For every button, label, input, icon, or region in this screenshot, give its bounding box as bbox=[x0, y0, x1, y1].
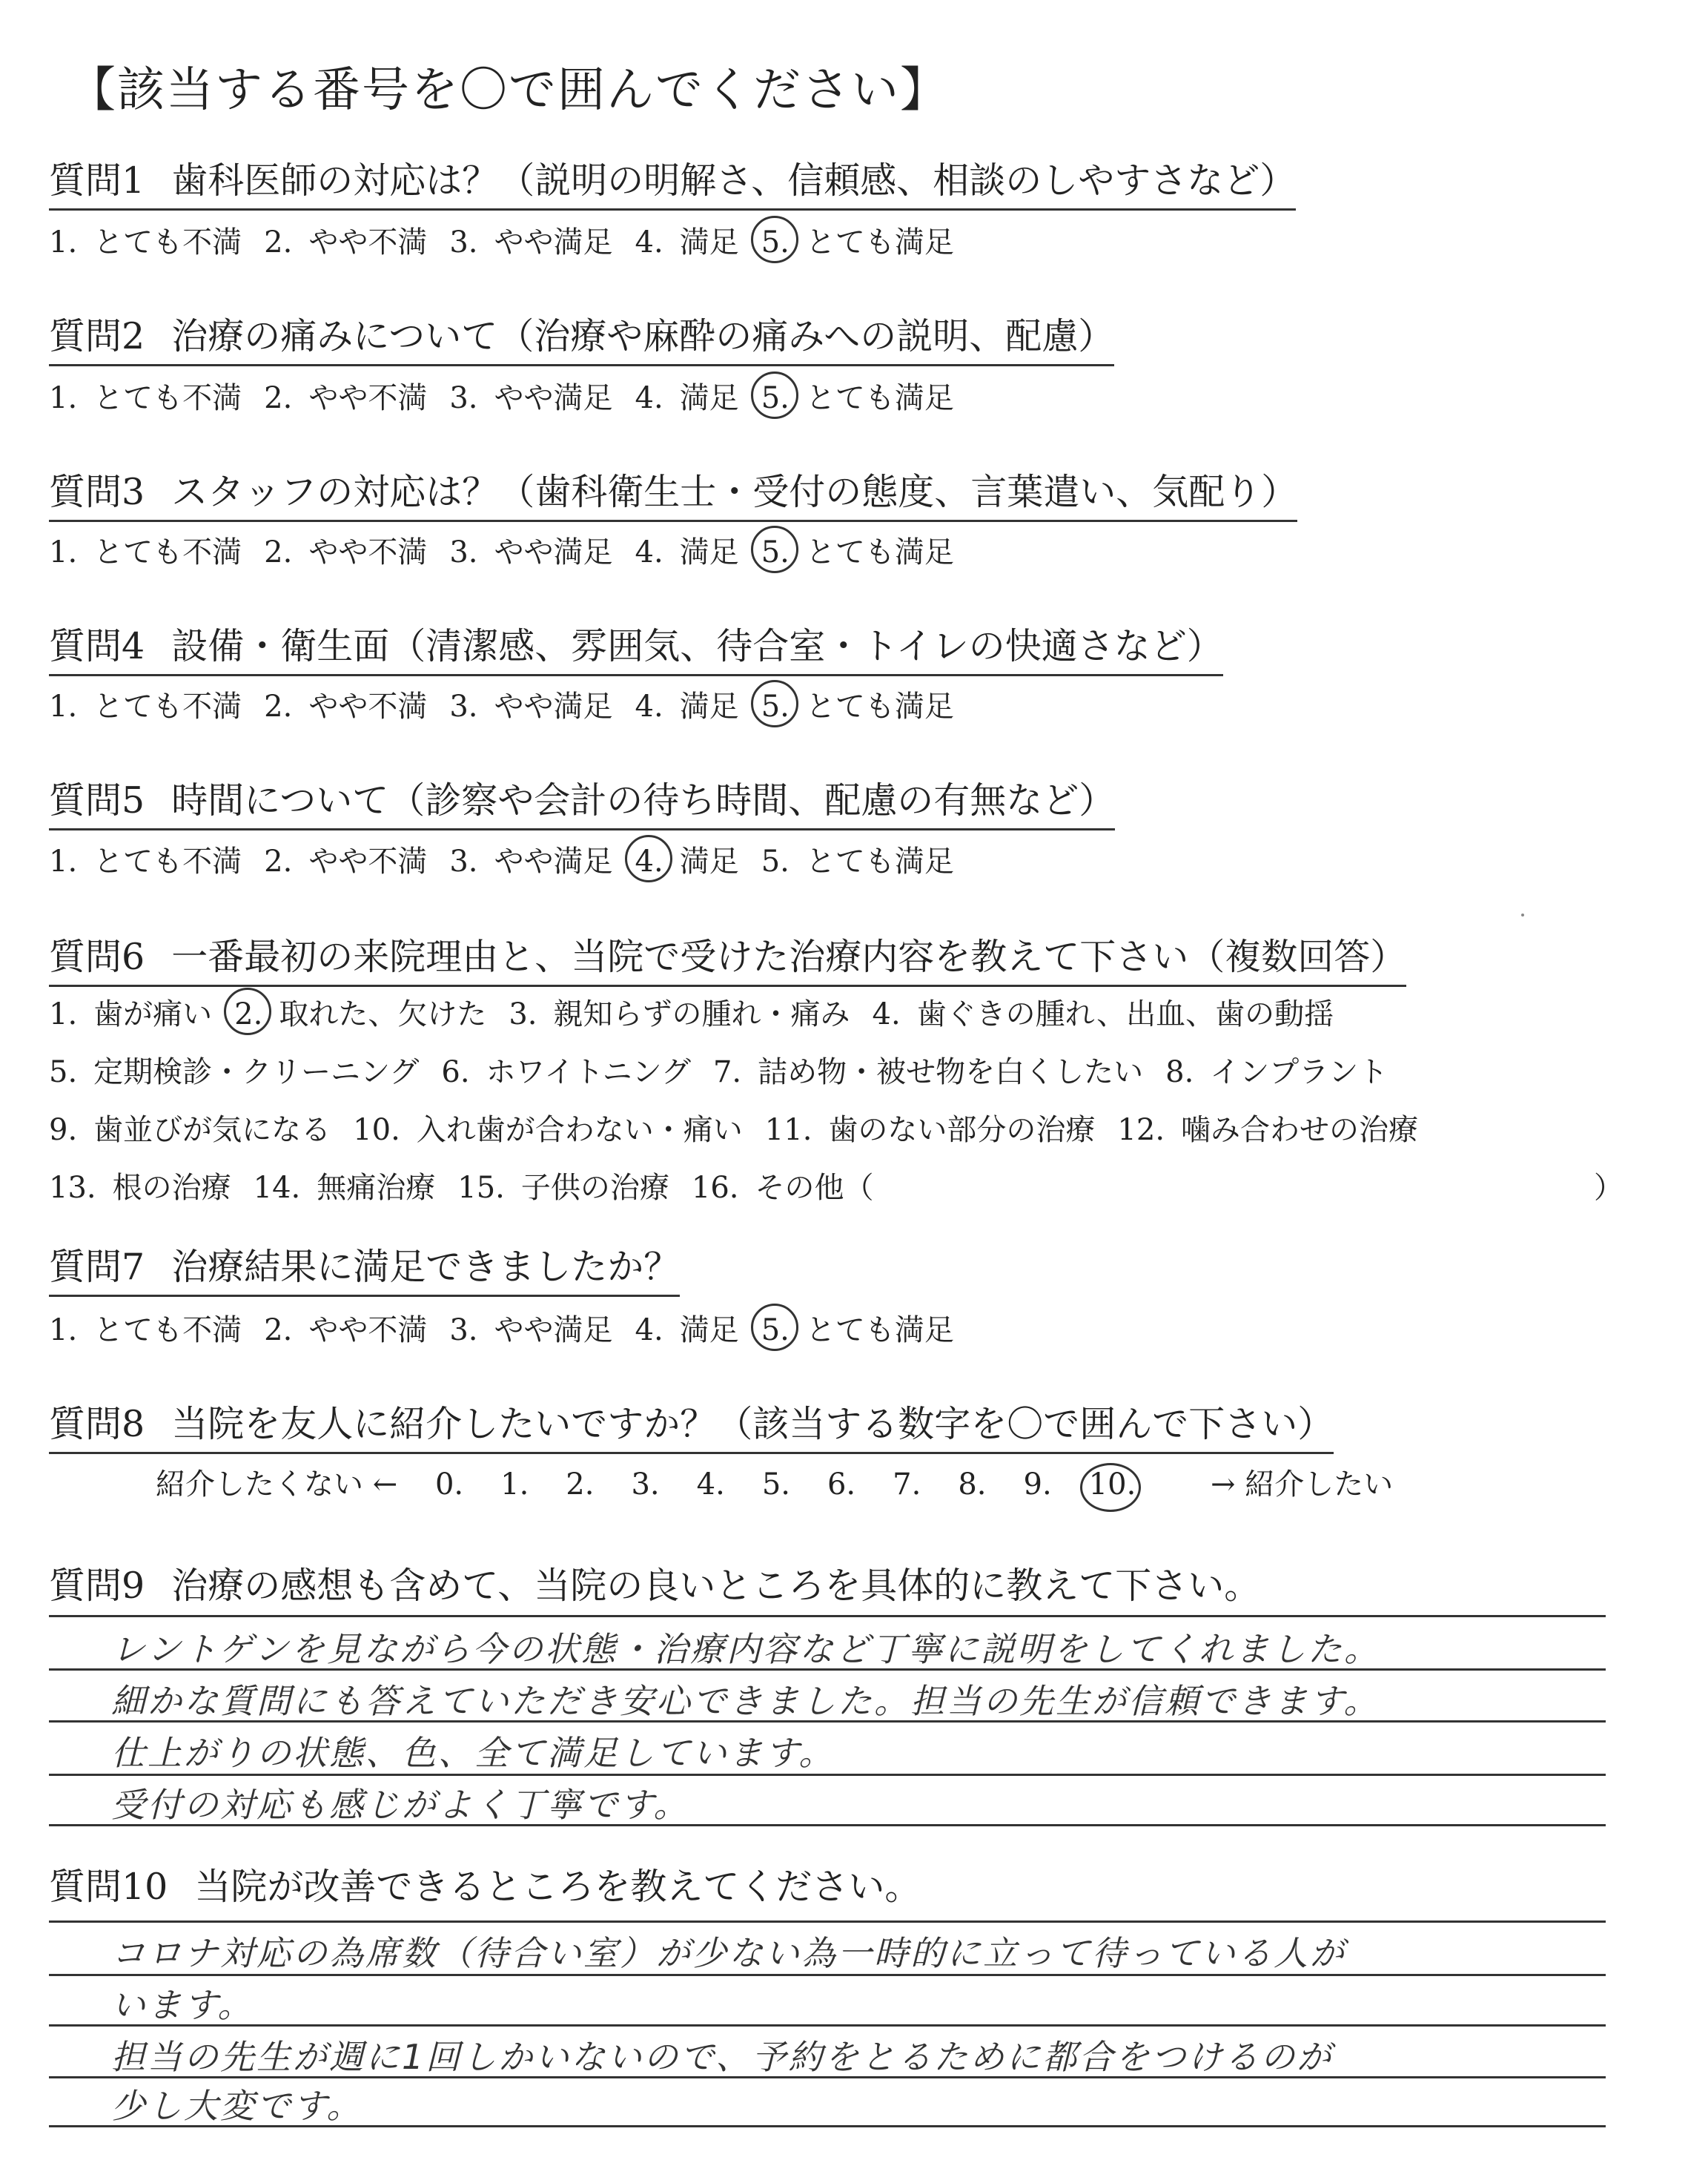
option-label: 満足 bbox=[679, 845, 739, 879]
option-label: やや満足 bbox=[494, 1313, 613, 1347]
option-label: とても満足 bbox=[805, 690, 954, 724]
option-label: インプラント bbox=[1210, 1055, 1388, 1089]
option-label: とても不満 bbox=[93, 535, 242, 569]
option-choice[interactable] bbox=[635, 683, 739, 725]
question-8-heading bbox=[49, 1396, 1334, 1454]
option-label: 満足 bbox=[679, 381, 739, 415]
option-number: 1. bbox=[49, 997, 78, 1031]
option-label: とても不満 bbox=[93, 690, 242, 724]
scale-option[interactable]: 5. bbox=[761, 1467, 790, 1502]
answer-rule bbox=[49, 1615, 1606, 1617]
option-label: ホワイトニング bbox=[486, 1055, 691, 1089]
answer-line: 担当の先生が週に1回しかいないので、予約をとるために都合をつけるのが bbox=[111, 2037, 1334, 2077]
option-label: やや不満 bbox=[308, 845, 428, 879]
option-choice[interactable] bbox=[49, 1164, 231, 1206]
question-2-options bbox=[49, 374, 976, 417]
options-line-1 bbox=[49, 991, 1440, 1048]
question-number: 質問8 bbox=[49, 1403, 145, 1445]
recommend-scale bbox=[156, 1461, 1421, 1503]
option-label: とても不満 bbox=[93, 1313, 242, 1347]
question-7-options bbox=[49, 1307, 976, 1349]
option-choice[interactable] bbox=[49, 683, 242, 725]
option-label: 歯のない部分の治療 bbox=[828, 1113, 1096, 1147]
option-number: 2. bbox=[264, 225, 293, 260]
option-number: 3. bbox=[449, 690, 478, 724]
question-5-heading bbox=[49, 772, 1115, 830]
option-number: 1. bbox=[49, 225, 78, 260]
option-number: 8. bbox=[1165, 1055, 1194, 1089]
question-text: 時間について（診察や会計の待ち時間、配慮の有無など） bbox=[171, 779, 1116, 822]
scale-option[interactable]: 1. bbox=[500, 1467, 529, 1502]
option-choice[interactable] bbox=[441, 1048, 691, 1091]
option-label: やや満足 bbox=[494, 535, 613, 569]
option-choice[interactable] bbox=[1117, 1106, 1418, 1149]
option-number: 4. bbox=[635, 1313, 663, 1347]
option-number: 4. bbox=[872, 997, 901, 1031]
options-line-2 bbox=[49, 1048, 1440, 1106]
option-number: 14. bbox=[253, 1171, 301, 1205]
option-choice[interactable] bbox=[254, 1164, 436, 1206]
option-label: 歯ぐきの腫れ、出血、歯の動揺 bbox=[916, 997, 1334, 1031]
option-number: 2. bbox=[264, 381, 293, 415]
scale-option[interactable]: 3. bbox=[631, 1467, 660, 1502]
option-label: 根の治療 bbox=[112, 1171, 231, 1205]
option-choice[interactable] bbox=[457, 1164, 669, 1206]
options-line-4 bbox=[49, 1164, 1440, 1222]
option-label: とても満足 bbox=[805, 535, 954, 569]
option-choice[interactable] bbox=[761, 219, 954, 261]
scale-option[interactable]: 2. bbox=[566, 1467, 595, 1502]
scale-option[interactable]: 0. bbox=[434, 1467, 464, 1502]
option-label: 取れた、欠けた bbox=[279, 997, 487, 1031]
option-label: やや満足 bbox=[494, 845, 613, 879]
option-number: 2. bbox=[234, 997, 263, 1031]
scale-option[interactable]: 8. bbox=[958, 1467, 987, 1502]
option-number: 12. bbox=[1117, 1113, 1165, 1147]
option-choice[interactable] bbox=[449, 838, 612, 880]
option-number: 2. bbox=[264, 1313, 293, 1347]
question-2-heading bbox=[49, 308, 1114, 366]
option-number: 9. bbox=[49, 1113, 78, 1147]
option-number: 6. bbox=[441, 1055, 470, 1089]
option-number: 7. bbox=[712, 1055, 742, 1089]
option-number: 5. bbox=[761, 1313, 790, 1347]
option-number: 5. bbox=[49, 1055, 78, 1089]
option-choice[interactable] bbox=[449, 219, 612, 261]
question-text: 設備・衛生面（清潔感、雰囲気、待合室・トイレの快適さなど） bbox=[171, 625, 1223, 667]
option-number: 5. bbox=[761, 690, 790, 724]
option-number: 4. bbox=[635, 535, 663, 569]
question-4-heading bbox=[49, 618, 1223, 676]
option-choice[interactable] bbox=[264, 1307, 427, 1349]
option-number: 4. bbox=[635, 225, 663, 260]
scale-option[interactable]: 6. bbox=[827, 1467, 856, 1502]
question-3-heading bbox=[49, 463, 1297, 522]
option-label: 子供の治療 bbox=[520, 1171, 669, 1205]
option-label: やや不満 bbox=[308, 535, 428, 569]
stray-dot bbox=[1521, 914, 1524, 916]
option-choice[interactable] bbox=[264, 529, 427, 571]
option-label: 満足 bbox=[679, 690, 739, 724]
option-label: 噛み合わせの治療 bbox=[1181, 1113, 1419, 1147]
question-10-heading bbox=[49, 1858, 921, 1910]
question-6-heading bbox=[49, 928, 1406, 987]
option-number: 11. bbox=[764, 1113, 812, 1147]
option-choice[interactable] bbox=[353, 1106, 743, 1149]
option-choice[interactable] bbox=[1165, 1048, 1388, 1091]
option-choice[interactable] bbox=[264, 683, 427, 725]
option-number: 5. bbox=[761, 225, 790, 260]
option-choice[interactable] bbox=[635, 219, 739, 261]
answer-line: レントゲンを見ながら今の状態・治療内容など丁寧に説明をしてくれました。 bbox=[111, 1629, 1381, 1669]
option-choice[interactable] bbox=[635, 1307, 739, 1349]
page-title: 【該当する番号を〇で囲んでください】 bbox=[68, 63, 949, 118]
scale-option[interactable]: 7. bbox=[893, 1467, 921, 1502]
option-choice[interactable] bbox=[635, 838, 739, 880]
answer-rule bbox=[49, 2024, 1606, 2027]
option-choice[interactable] bbox=[264, 374, 427, 417]
option-label: やや不満 bbox=[308, 225, 428, 260]
option-label: やや満足 bbox=[494, 225, 613, 260]
option-label: 歯並びが気になる bbox=[93, 1113, 331, 1147]
scale-right-label: → 紹介したい bbox=[1211, 1467, 1394, 1502]
question-number: 質問4 bbox=[49, 625, 145, 667]
option-choice[interactable] bbox=[761, 1307, 954, 1349]
question-text: 一番最初の来院理由と、当院で受けた治療内容を教えて下さい（複数回答） bbox=[171, 936, 1407, 978]
option-label: 詰め物・被せ物を白くしたい bbox=[758, 1055, 1144, 1089]
option-label: やや満足 bbox=[494, 690, 613, 724]
option-number: 1. bbox=[49, 690, 78, 724]
option-number: 1. bbox=[49, 381, 78, 415]
option-choice[interactable] bbox=[713, 1048, 1143, 1091]
option-number: 5. bbox=[761, 535, 790, 569]
option-choice[interactable] bbox=[49, 529, 242, 571]
question-number: 質問7 bbox=[49, 1246, 145, 1288]
option-number: 3. bbox=[449, 381, 478, 415]
scale-option[interactable]: 4. bbox=[696, 1467, 725, 1502]
option-number: 3. bbox=[449, 1313, 478, 1347]
question-number: 質問5 bbox=[49, 779, 145, 822]
option-label: 歯が痛い bbox=[93, 997, 213, 1031]
option-choice[interactable] bbox=[49, 1307, 242, 1349]
question-number: 質問2 bbox=[49, 315, 145, 357]
option-label: やや不満 bbox=[308, 381, 428, 415]
option-choice[interactable] bbox=[49, 219, 242, 261]
options-line-3 bbox=[49, 1106, 1440, 1164]
option-choice[interactable] bbox=[635, 529, 739, 571]
answer-line: 少し大変です。 bbox=[111, 2086, 363, 2126]
option-label: とても満足 bbox=[805, 225, 954, 260]
option-label: 満足 bbox=[679, 225, 739, 260]
option-choice[interactable] bbox=[49, 374, 242, 417]
question-text: 治療結果に満足できましたか？ bbox=[171, 1246, 681, 1288]
option-label: 定期検診・クリーニング bbox=[93, 1055, 420, 1089]
option-label: とても満足 bbox=[805, 381, 954, 415]
option-choice[interactable] bbox=[765, 1106, 1096, 1149]
option-choice[interactable] bbox=[449, 1307, 612, 1349]
option-number: 4. bbox=[635, 845, 663, 879]
question-number: 質問3 bbox=[49, 471, 145, 513]
question-number: 質問6 bbox=[49, 936, 145, 978]
option-label: やや不満 bbox=[308, 690, 428, 724]
option-label: 満足 bbox=[679, 535, 739, 569]
option-label: やや不満 bbox=[308, 1313, 428, 1347]
answer-line: 受付の対応も感じがよく丁寧です。 bbox=[111, 1785, 690, 1825]
option-choice[interactable] bbox=[873, 991, 1334, 1033]
question-number: 質問10 bbox=[49, 1866, 168, 1908]
option-choice[interactable] bbox=[449, 683, 612, 725]
option-number: 1. bbox=[49, 1313, 78, 1347]
option-label: 満足 bbox=[679, 1313, 739, 1347]
option-label: とても不満 bbox=[93, 225, 242, 260]
option-choice[interactable] bbox=[264, 219, 427, 261]
option-choice[interactable] bbox=[449, 529, 612, 571]
answer-line: コロナ対応の為席数（待合い室）が少ない為一時的に立って待っている人が bbox=[111, 1933, 1346, 1973]
option-label: とても不満 bbox=[93, 845, 242, 879]
option-choice[interactable] bbox=[49, 991, 212, 1033]
option-number: 3. bbox=[449, 225, 478, 260]
answer-rule bbox=[49, 1920, 1606, 1923]
option-label: やや満足 bbox=[494, 381, 613, 415]
option-number: 16. bbox=[691, 1171, 739, 1205]
option-label: 無痛治療 bbox=[317, 1171, 436, 1205]
question-text: 治療の感想も含めて、当院の良いところを具体的に教えて下さい。 bbox=[171, 1565, 1261, 1607]
option-number: 2. bbox=[264, 845, 293, 879]
option-number: 15. bbox=[457, 1171, 505, 1205]
question-5-options bbox=[49, 838, 976, 880]
option-number: 10. bbox=[353, 1113, 400, 1147]
option-number: 13. bbox=[49, 1171, 96, 1205]
question-text: 歯科医師の対応は？（説明の明解さ、信頼感、相談のしやすさなど） bbox=[171, 159, 1297, 202]
option-choice[interactable] bbox=[692, 1164, 874, 1206]
question-number: 質問9 bbox=[49, 1565, 145, 1607]
question-4-options bbox=[49, 683, 976, 725]
option-choice[interactable] bbox=[264, 838, 427, 880]
scale-option[interactable]: 9. bbox=[1023, 1467, 1052, 1502]
close-paren: ） bbox=[1594, 1171, 1623, 1205]
question-6-options bbox=[49, 991, 1440, 1222]
option-label: 入れ歯が合わない・痛い bbox=[416, 1113, 743, 1147]
option-choice[interactable] bbox=[761, 683, 954, 725]
question-text: 当院を友人に紹介したいですか？（該当する数字を〇で囲んで下さい） bbox=[171, 1403, 1334, 1445]
option-choice[interactable] bbox=[49, 1106, 331, 1149]
option-label: その他（ bbox=[755, 1171, 874, 1205]
option-number: 2. bbox=[264, 535, 293, 569]
answer-line: 仕上がりの状態、色、全て満足しています。 bbox=[111, 1733, 835, 1773]
option-number: 5. bbox=[761, 845, 790, 879]
option-number: 3. bbox=[509, 997, 537, 1031]
option-number: 5. bbox=[761, 381, 790, 415]
question-1-options bbox=[49, 219, 976, 261]
scale-numbers bbox=[435, 1467, 1173, 1502]
option-choice[interactable] bbox=[761, 529, 954, 571]
question-9-heading bbox=[49, 1557, 1260, 1609]
option-choice[interactable] bbox=[635, 374, 739, 417]
question-7-heading bbox=[49, 1238, 680, 1297]
option-number: 1. bbox=[49, 845, 78, 879]
question-3-options bbox=[49, 529, 976, 571]
option-number: 1. bbox=[49, 535, 78, 569]
option-choice[interactable] bbox=[49, 838, 242, 880]
option-number: 3. bbox=[449, 535, 478, 569]
scale-option[interactable]: 10. bbox=[1088, 1467, 1136, 1502]
option-choice[interactable] bbox=[761, 374, 954, 417]
option-label: とても満足 bbox=[805, 845, 954, 879]
option-label: 親知らずの腫れ・痛み bbox=[553, 997, 850, 1031]
option-label: とても満足 bbox=[805, 1313, 954, 1347]
option-number: 3. bbox=[449, 845, 478, 879]
question-1-heading bbox=[49, 152, 1296, 211]
question-text: スタッフの対応は？（歯科衛生士・受付の態度、言葉遣い、気配り） bbox=[171, 471, 1298, 513]
answer-line: います。 bbox=[111, 1985, 254, 2025]
question-number: 質問1 bbox=[49, 159, 145, 202]
answer-line: 細かな質問にも答えていただき安心できました。担当の先生が信頼できます。 bbox=[111, 1681, 1380, 1721]
question-text: 当院が改善できるところを教えてください。 bbox=[194, 1866, 921, 1908]
option-number: 2. bbox=[264, 690, 293, 724]
option-number: 4. bbox=[635, 690, 663, 724]
option-choice[interactable] bbox=[449, 374, 612, 417]
option-number: 4. bbox=[635, 381, 663, 415]
option-label: とても不満 bbox=[93, 381, 242, 415]
option-choice[interactable] bbox=[49, 1048, 419, 1091]
scale-left-label: 紹介したくない ← bbox=[156, 1467, 398, 1502]
option-choice[interactable] bbox=[234, 991, 486, 1033]
option-choice[interactable] bbox=[761, 838, 954, 880]
question-text: 治療の痛みについて（治療や麻酔の痛みへの説明、配慮） bbox=[171, 315, 1115, 357]
option-choice[interactable] bbox=[509, 991, 850, 1033]
